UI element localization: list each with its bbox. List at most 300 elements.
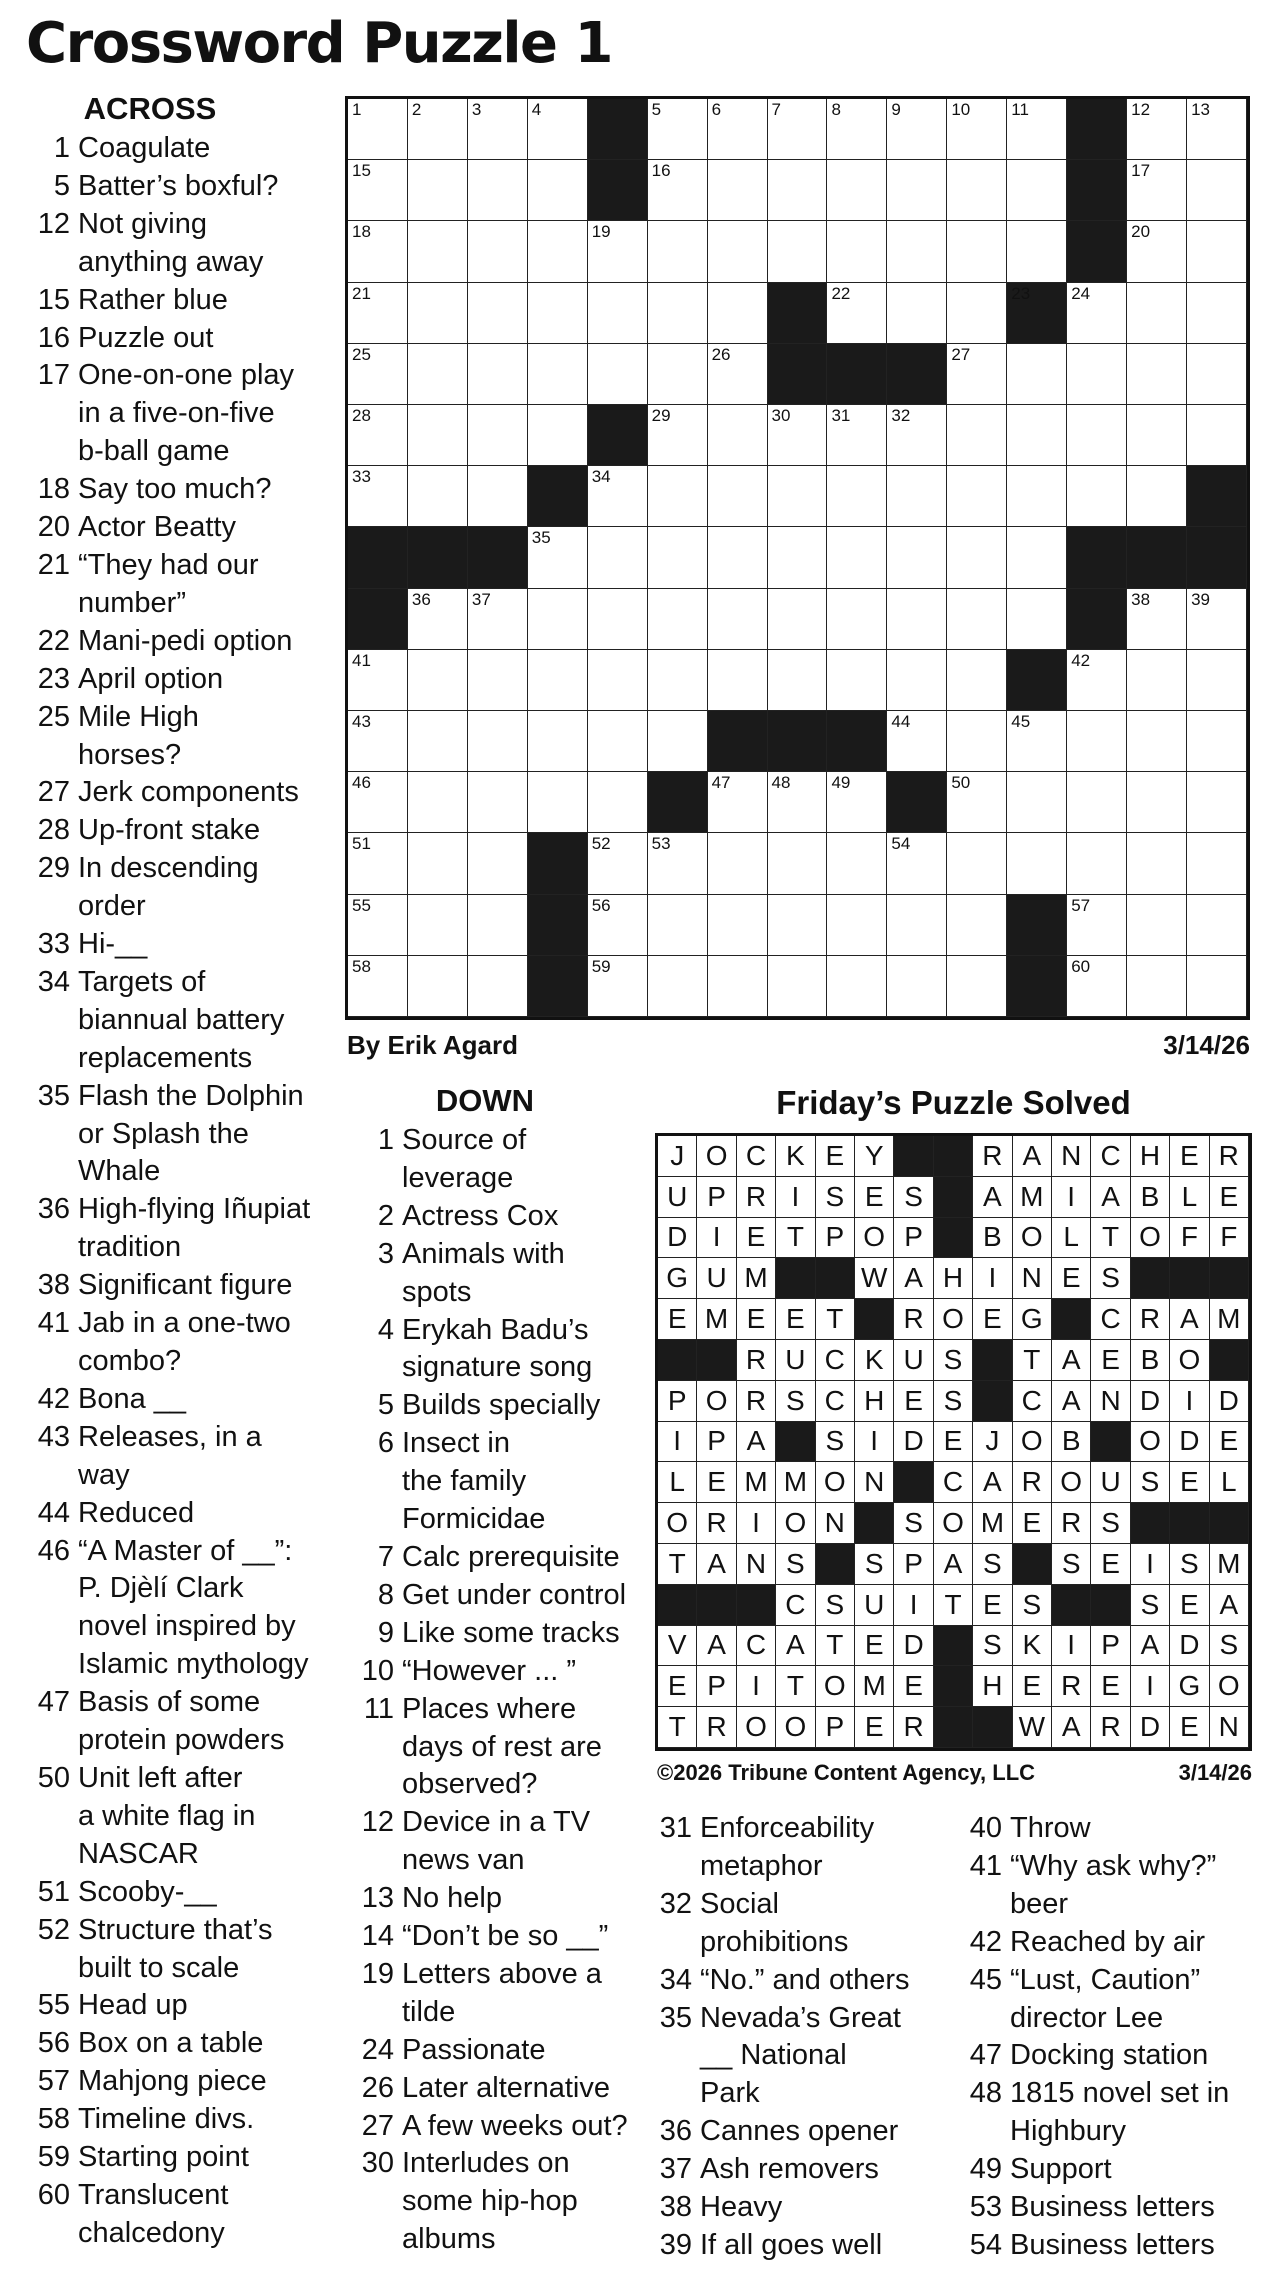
grid-cell[interactable]	[768, 160, 828, 221]
grid-cell[interactable]	[887, 466, 947, 527]
clue-item[interactable]	[344, 1691, 644, 1805]
grid-cell[interactable]	[1067, 466, 1127, 527]
grid-cell[interactable]	[947, 772, 1007, 833]
grid-cell[interactable]	[648, 283, 708, 344]
solved-cell: T	[658, 1544, 697, 1585]
clue-item[interactable]	[26, 1912, 326, 1988]
clue-text	[78, 320, 326, 358]
grid-cell[interactable]	[468, 589, 528, 650]
grid-cell[interactable]	[947, 650, 1007, 711]
grid-cell[interactable]	[1127, 160, 1187, 221]
grid-cell[interactable]	[1127, 221, 1187, 282]
grid-block	[1067, 527, 1127, 588]
grid-cell[interactable]	[708, 405, 768, 466]
clue-item[interactable]	[26, 964, 326, 1078]
grid-cell[interactable]	[468, 650, 528, 711]
grid-cell[interactable]	[947, 466, 1007, 527]
grid-cell[interactable]	[348, 344, 408, 405]
grid-cell[interactable]	[708, 160, 768, 221]
clue-item[interactable]	[960, 2227, 1260, 2265]
grid-cell[interactable]	[528, 221, 588, 282]
grid-cell[interactable]	[887, 956, 947, 1017]
grid-cell[interactable]	[1007, 466, 1067, 527]
grid-cell[interactable]	[348, 405, 408, 466]
grid-cell[interactable]	[887, 711, 947, 772]
grid-cell[interactable]	[708, 527, 768, 588]
clue-item[interactable]	[26, 623, 326, 661]
grid-cell[interactable]	[408, 833, 468, 894]
grid-cell[interactable]	[468, 160, 528, 221]
grid-cell[interactable]	[887, 833, 947, 894]
grid-cell[interactable]	[648, 99, 708, 160]
grid-cell[interactable]	[1187, 772, 1247, 833]
grid-cell[interactable]	[947, 160, 1007, 221]
grid-cell[interactable]	[768, 772, 828, 833]
clue-item[interactable]	[650, 2189, 960, 2227]
clue-item[interactable]	[26, 1495, 326, 1533]
grid-cell[interactable]	[708, 895, 768, 956]
grid-cell[interactable]	[348, 711, 408, 772]
grid-cell[interactable]	[408, 956, 468, 1017]
grid-cell[interactable]	[1007, 405, 1067, 466]
grid-cell[interactable]	[648, 956, 708, 1017]
clue-text	[78, 357, 326, 471]
clue-item[interactable]	[650, 1886, 960, 1962]
clue-item[interactable]	[26, 1267, 326, 1305]
grid-cell[interactable]	[588, 344, 648, 405]
grid-cell[interactable]	[887, 99, 947, 160]
grid-cell[interactable]	[708, 283, 768, 344]
clue-item[interactable]	[26, 509, 326, 547]
grid-cell[interactable]	[528, 344, 588, 405]
grid-cell[interactable]	[528, 160, 588, 221]
grid-cell[interactable]	[947, 956, 1007, 1017]
grid-cell[interactable]	[468, 772, 528, 833]
clue-item[interactable]	[960, 2151, 1260, 2189]
solved-cell: P	[697, 1666, 736, 1707]
grid-cell[interactable]	[1067, 772, 1127, 833]
grid-cell[interactable]	[1127, 283, 1187, 344]
grid-cell[interactable]	[1067, 833, 1127, 894]
grid-cell[interactable]	[588, 956, 648, 1017]
grid-cell[interactable]	[1187, 895, 1247, 956]
clue-item[interactable]	[26, 168, 326, 206]
grid-cell[interactable]	[1007, 221, 1067, 282]
clue-item[interactable]	[26, 282, 326, 320]
grid-cell[interactable]	[1187, 589, 1247, 650]
grid-cell[interactable]	[708, 344, 768, 405]
grid-cell[interactable]	[768, 833, 828, 894]
grid-cell[interactable]	[827, 895, 887, 956]
grid-cell[interactable]	[1007, 589, 1067, 650]
grid-cell[interactable]	[588, 711, 648, 772]
clue-item[interactable]	[26, 1987, 326, 2025]
grid-cell[interactable]	[648, 344, 708, 405]
clue-item[interactable]	[26, 1078, 326, 1192]
clue-line: “Why ask why?”	[1010, 1849, 1217, 1882]
grid-cell[interactable]	[648, 589, 708, 650]
clue-item[interactable]	[344, 1577, 644, 1615]
grid-cell[interactable]	[947, 895, 1007, 956]
grid-cell[interactable]	[348, 283, 408, 344]
clue-item[interactable]	[26, 699, 326, 775]
clue-item[interactable]	[344, 1122, 644, 1198]
grid-cell[interactable]	[947, 405, 1007, 466]
grid-cell[interactable]	[1067, 405, 1127, 466]
grid-cell[interactable]	[887, 405, 947, 466]
grid-cell[interactable]	[708, 589, 768, 650]
grid-cell[interactable]	[528, 283, 588, 344]
grid-cell[interactable]	[468, 833, 528, 894]
solved-cell: O	[1013, 1218, 1052, 1259]
grid-cell[interactable]	[588, 833, 648, 894]
grid-cell[interactable]	[887, 527, 947, 588]
grid-cell[interactable]	[1187, 283, 1247, 344]
grid-cell[interactable]	[1127, 99, 1187, 160]
clue-number: 1	[377, 1124, 394, 1156]
clue-number: 27	[361, 2109, 394, 2142]
clue-text	[402, 1918, 644, 1956]
grid-cell[interactable]	[468, 895, 528, 956]
grid-cell[interactable]	[588, 589, 648, 650]
clue-text	[78, 1912, 326, 1988]
grid-cell[interactable]	[827, 956, 887, 1017]
clue-item[interactable]	[26, 850, 326, 926]
grid-cell[interactable]	[408, 772, 468, 833]
clue-item[interactable]	[26, 2025, 326, 2063]
grid-cell[interactable]	[1127, 833, 1187, 894]
grid-cell[interactable]	[468, 283, 528, 344]
grid-cell[interactable]	[1127, 650, 1187, 711]
grid-cell[interactable]	[1127, 344, 1187, 405]
grid-cell[interactable]	[708, 221, 768, 282]
grid-cell[interactable]	[648, 711, 708, 772]
clue-item[interactable]	[650, 1962, 960, 2000]
grid-cell[interactable]	[1187, 956, 1247, 1017]
clue-item[interactable]	[344, 1918, 644, 1956]
solved-cell: E	[658, 1299, 697, 1340]
grid-cell[interactable]	[1007, 772, 1067, 833]
grid-cell[interactable]	[408, 650, 468, 711]
grid-cell[interactable]	[768, 466, 828, 527]
clue-item[interactable]	[960, 1848, 1260, 1924]
grid-cell[interactable]	[408, 589, 468, 650]
grid-cell[interactable]	[648, 895, 708, 956]
clue-item[interactable]	[26, 206, 326, 282]
grid-cell[interactable]	[1007, 833, 1067, 894]
clue-item[interactable]	[650, 2113, 960, 2151]
grid-cell[interactable]	[827, 589, 887, 650]
grid-cell[interactable]	[827, 466, 887, 527]
grid-cell[interactable]	[947, 283, 1007, 344]
clue-item[interactable]	[26, 547, 326, 623]
solved-cell: S	[1013, 1585, 1052, 1626]
clue-item[interactable]	[26, 320, 326, 358]
clue-item[interactable]	[26, 1533, 326, 1685]
grid-cell[interactable]	[648, 833, 708, 894]
clue-item[interactable]	[26, 774, 326, 812]
grid-cell[interactable]	[588, 466, 648, 527]
grid-cell[interactable]	[468, 711, 528, 772]
grid-cell[interactable]	[468, 466, 528, 527]
clue-item[interactable]	[344, 1312, 644, 1388]
grid-cell[interactable]	[408, 283, 468, 344]
grid-cell[interactable]	[408, 344, 468, 405]
grid-cell[interactable]	[408, 405, 468, 466]
solved-cell: E	[1170, 1707, 1209, 1748]
grid-cell[interactable]	[708, 772, 768, 833]
clue-text	[1010, 1962, 1260, 2038]
solved-cell: G	[658, 1258, 697, 1299]
grid-cell[interactable]	[1067, 344, 1127, 405]
grid-cell[interactable]	[1127, 956, 1187, 1017]
clue-item[interactable]	[26, 2177, 326, 2253]
grid-cell[interactable]	[1187, 221, 1247, 282]
grid-cell[interactable]	[348, 833, 408, 894]
grid-cell[interactable]	[827, 99, 887, 160]
clue-line: Reached by air	[1010, 1925, 1206, 1958]
clue-text	[78, 850, 326, 926]
grid-cell[interactable]	[1127, 589, 1187, 650]
clue-text	[78, 926, 326, 964]
grid-cell[interactable]	[827, 221, 887, 282]
clue-item[interactable]	[344, 1880, 644, 1918]
clue-line: Highbury	[1010, 2115, 1127, 2148]
clue-item[interactable]	[344, 2070, 644, 2108]
clue-item[interactable]	[960, 2189, 1260, 2227]
solved-cell: S	[934, 1340, 973, 1381]
grid-cell[interactable]	[1187, 650, 1247, 711]
grid-block	[827, 711, 887, 772]
clue-item[interactable]	[26, 926, 326, 964]
clue-line: Ash removers	[700, 2153, 879, 2186]
grid-cell[interactable]	[1127, 466, 1187, 527]
clue-item[interactable]	[344, 1539, 644, 1577]
clue-item[interactable]	[26, 1684, 326, 1760]
clue-item[interactable]	[344, 1387, 644, 1425]
grid-cell[interactable]	[528, 527, 588, 588]
grid-cell[interactable]	[588, 895, 648, 956]
grid-cell[interactable]	[648, 466, 708, 527]
clue-item[interactable]	[650, 2227, 960, 2265]
grid-cell[interactable]	[947, 833, 1007, 894]
grid-cell[interactable]	[648, 527, 708, 588]
solved-cell: N	[855, 1462, 894, 1503]
clue-item[interactable]	[344, 1956, 644, 2032]
solved-cell: O	[737, 1707, 776, 1748]
grid-cell[interactable]	[768, 99, 828, 160]
grid-cell[interactable]	[408, 99, 468, 160]
crossword-grid[interactable]	[345, 96, 1250, 1020]
grid-cell[interactable]	[348, 895, 408, 956]
grid-cell[interactable]	[1067, 956, 1127, 1017]
grid-cell[interactable]	[588, 221, 648, 282]
clue-item[interactable]	[960, 1962, 1260, 2038]
grid-cell[interactable]	[528, 650, 588, 711]
clue-item[interactable]	[960, 1810, 1260, 1848]
grid-cell[interactable]	[588, 527, 648, 588]
clue-item[interactable]	[344, 1804, 644, 1880]
grid-cell[interactable]	[648, 221, 708, 282]
grid-cell[interactable]	[1067, 711, 1127, 772]
grid-cell[interactable]	[408, 160, 468, 221]
grid-cell[interactable]	[408, 895, 468, 956]
grid-cell[interactable]	[348, 956, 408, 1017]
grid-cell[interactable]	[1127, 895, 1187, 956]
grid-cell[interactable]	[1067, 650, 1127, 711]
clue-text	[402, 1539, 644, 1577]
clue-item[interactable]	[344, 1615, 644, 1653]
grid-cell[interactable]	[1187, 833, 1247, 894]
clue-item[interactable]	[26, 1305, 326, 1381]
grid-cell[interactable]	[708, 833, 768, 894]
grid-cell[interactable]	[768, 405, 828, 466]
clue-item[interactable]	[26, 1191, 326, 1267]
grid-cell[interactable]	[588, 772, 648, 833]
clue-text	[78, 2139, 326, 2177]
solved-cell: E	[855, 1177, 894, 1218]
grid-cell[interactable]	[708, 650, 768, 711]
grid-cell[interactable]	[348, 650, 408, 711]
grid-cell[interactable]	[348, 99, 408, 160]
clue-item[interactable]	[26, 1419, 326, 1495]
clue-item[interactable]	[26, 130, 326, 168]
grid-cell[interactable]	[1007, 160, 1067, 221]
grid-cell[interactable]	[768, 527, 828, 588]
grid-cell[interactable]	[348, 466, 408, 527]
grid-cell[interactable]	[827, 772, 887, 833]
grid-cell[interactable]	[1007, 527, 1067, 588]
grid-cell[interactable]	[887, 589, 947, 650]
clue-item[interactable]	[960, 2075, 1260, 2151]
clue-item[interactable]	[26, 1381, 326, 1419]
grid-cell[interactable]	[648, 405, 708, 466]
solved-cell: A	[697, 1544, 736, 1585]
grid-cell[interactable]	[887, 283, 947, 344]
clue-line: Source of	[402, 1124, 527, 1156]
grid-cell[interactable]	[1187, 160, 1247, 221]
clue-item[interactable]	[26, 812, 326, 850]
grid-cell[interactable]	[588, 650, 648, 711]
grid-cell[interactable]	[768, 650, 828, 711]
grid-cell[interactable]	[1187, 344, 1247, 405]
grid-cell[interactable]	[408, 221, 468, 282]
grid-cell[interactable]	[648, 160, 708, 221]
grid-cell[interactable]	[768, 221, 828, 282]
clue-item[interactable]	[26, 2139, 326, 2177]
clue-item[interactable]	[650, 2151, 960, 2189]
grid-cell[interactable]	[947, 527, 1007, 588]
clue-line: P. Djèlí Clark	[78, 1572, 244, 1605]
grid-cell[interactable]	[648, 650, 708, 711]
grid-cell[interactable]	[827, 833, 887, 894]
grid-cell[interactable]	[1007, 711, 1067, 772]
grid-cell[interactable]	[1187, 711, 1247, 772]
grid-cell[interactable]	[947, 711, 1007, 772]
grid-cell[interactable]	[887, 895, 947, 956]
grid-cell[interactable]	[408, 466, 468, 527]
grid-cell[interactable]	[827, 283, 887, 344]
clue-item[interactable]	[650, 1810, 960, 1886]
grid-cell[interactable]	[348, 772, 408, 833]
grid-cell[interactable]	[768, 895, 828, 956]
clue-item[interactable]	[344, 2108, 644, 2146]
grid-cell[interactable]	[1127, 772, 1187, 833]
grid-cell[interactable]	[1127, 405, 1187, 466]
clue-line: April option	[78, 662, 224, 695]
clue-item[interactable]	[344, 1198, 644, 1236]
grid-cell[interactable]	[827, 160, 887, 221]
grid-cell[interactable]	[947, 221, 1007, 282]
grid-cell[interactable]	[528, 99, 588, 160]
grid-cell[interactable]	[468, 956, 528, 1017]
clue-item[interactable]	[344, 2145, 644, 2259]
grid-cell[interactable]	[1007, 344, 1067, 405]
grid-cell[interactable]	[468, 344, 528, 405]
clue-item[interactable]	[26, 471, 326, 509]
clue-item[interactable]	[344, 1425, 644, 1539]
grid-cell[interactable]	[1127, 711, 1187, 772]
clue-number: 12	[37, 207, 70, 240]
grid-cell[interactable]	[468, 99, 528, 160]
clue-item[interactable]	[344, 1236, 644, 1312]
grid-cell[interactable]	[528, 589, 588, 650]
grid-cell[interactable]	[947, 99, 1007, 160]
grid-cell[interactable]	[827, 527, 887, 588]
grid-cell[interactable]	[947, 589, 1007, 650]
clue-item[interactable]	[960, 1924, 1260, 1962]
grid-cell[interactable]	[708, 466, 768, 527]
grid-cell[interactable]	[528, 772, 588, 833]
grid-cell[interactable]	[827, 405, 887, 466]
clue-item[interactable]	[344, 2032, 644, 2070]
clue-item[interactable]	[26, 1760, 326, 1874]
grid-cell[interactable]	[348, 160, 408, 221]
solved-cell: S	[816, 1585, 855, 1626]
grid-cell[interactable]	[887, 650, 947, 711]
grid-cell[interactable]	[408, 711, 468, 772]
grid-cell[interactable]	[768, 589, 828, 650]
grid-cell[interactable]	[468, 221, 528, 282]
grid-cell[interactable]	[468, 405, 528, 466]
clue-item[interactable]	[344, 1653, 644, 1691]
grid-cell[interactable]	[708, 99, 768, 160]
clue-item[interactable]	[960, 2037, 1260, 2075]
grid-cell[interactable]	[588, 283, 648, 344]
grid-cell[interactable]	[528, 405, 588, 466]
clue-item[interactable]	[26, 2063, 326, 2101]
grid-cell[interactable]	[1187, 405, 1247, 466]
clue-item[interactable]	[26, 1874, 326, 1912]
grid-cell[interactable]	[348, 221, 408, 282]
clue-item[interactable]	[650, 2000, 960, 2114]
clue-item[interactable]	[26, 2101, 326, 2139]
grid-cell[interactable]	[827, 650, 887, 711]
clue-item[interactable]	[26, 661, 326, 699]
grid-cell[interactable]	[768, 956, 828, 1017]
grid-cell[interactable]	[947, 344, 1007, 405]
grid-cell[interactable]	[1067, 895, 1127, 956]
grid-cell[interactable]	[887, 160, 947, 221]
grid-cell[interactable]	[528, 711, 588, 772]
solved-cell: I	[894, 1585, 933, 1626]
grid-cell[interactable]	[708, 956, 768, 1017]
grid-cell[interactable]	[1007, 99, 1067, 160]
grid-cell[interactable]	[887, 221, 947, 282]
grid-cell[interactable]	[1067, 283, 1127, 344]
grid-cell[interactable]	[1187, 99, 1247, 160]
clue-item[interactable]	[26, 357, 326, 471]
